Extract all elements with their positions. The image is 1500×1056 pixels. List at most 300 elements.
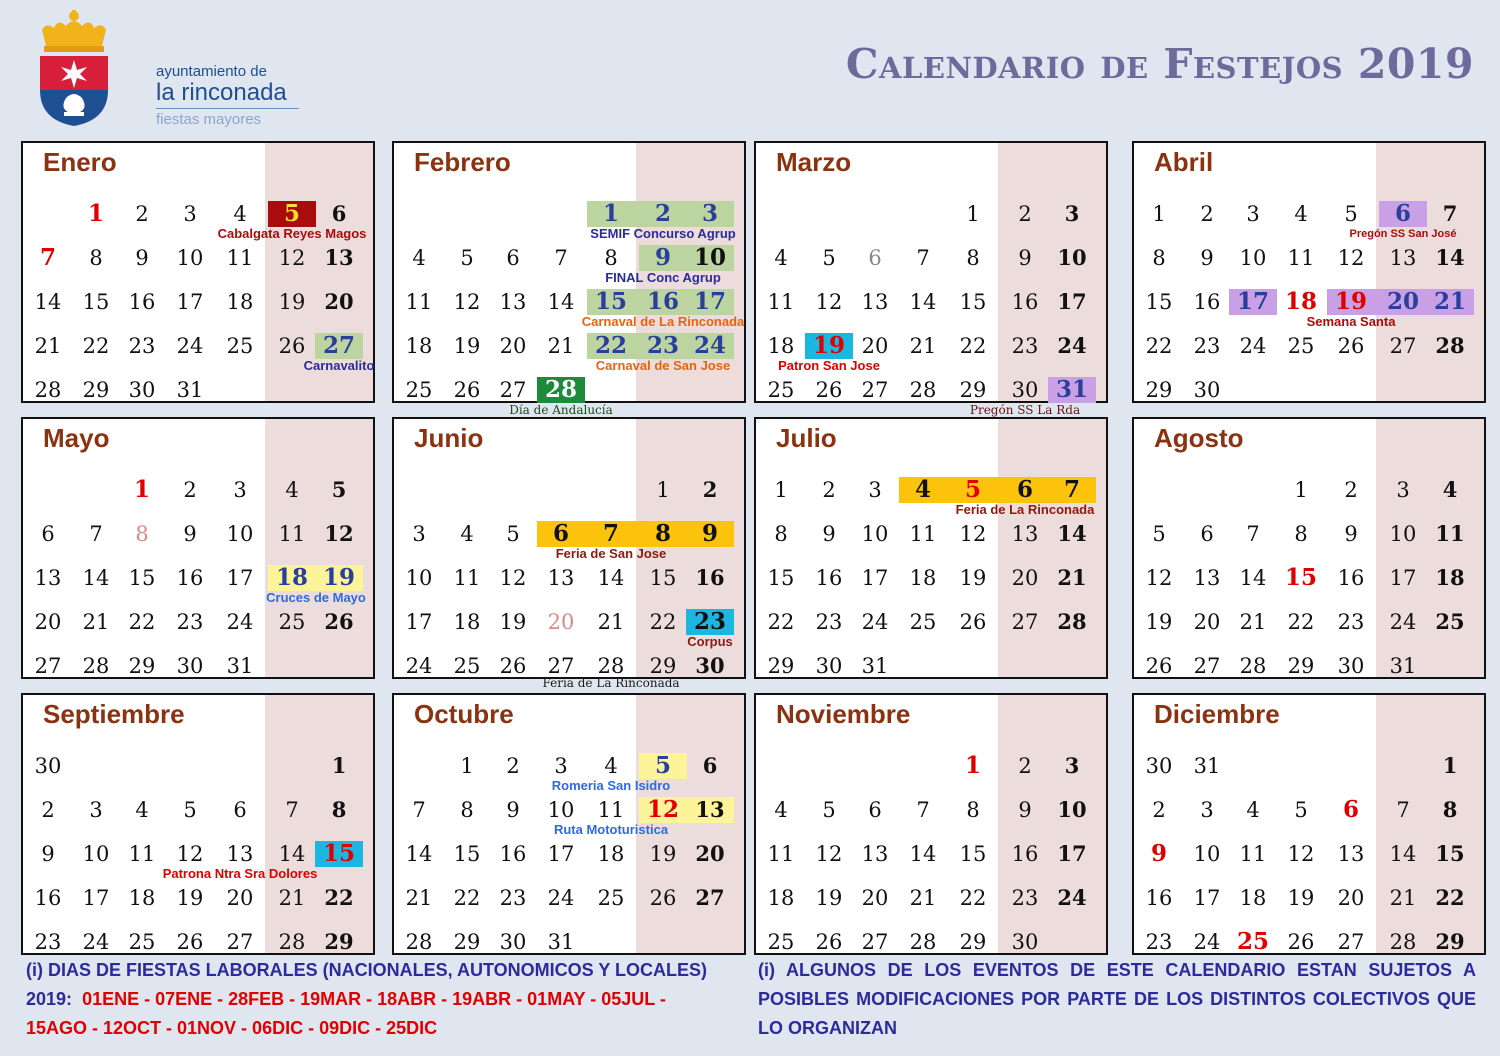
day-13: 13	[547, 566, 575, 590]
day-12: 12	[324, 521, 354, 546]
month-name: Marzo	[776, 147, 852, 177]
day-23: 23	[1011, 886, 1039, 910]
day-24: 24	[693, 332, 726, 359]
day-24: 24	[405, 654, 433, 678]
day-3: 3	[183, 202, 197, 226]
day-8: 8	[1442, 797, 1458, 822]
day-31: 31	[176, 378, 204, 402]
day-15: 15	[767, 566, 795, 590]
day-29: 29	[1287, 654, 1315, 678]
event-label: Feria de La Rinconada	[542, 676, 680, 690]
day-11: 11	[909, 522, 937, 546]
day-10: 10	[82, 842, 110, 866]
day-16: 16	[1337, 566, 1365, 590]
day-1: 1	[964, 752, 981, 779]
logo-line-3: fiestas mayores	[156, 111, 262, 128]
day-8: 8	[1152, 246, 1166, 270]
day-25: 25	[597, 886, 625, 910]
day-10: 10	[1239, 246, 1267, 270]
day-8: 8	[135, 522, 149, 546]
day-9: 9	[1018, 798, 1032, 822]
day-3: 3	[868, 478, 882, 502]
day-5: 5	[654, 752, 671, 779]
day-2: 2	[1152, 798, 1166, 822]
day-31: 31	[1389, 654, 1417, 678]
day-24: 24	[176, 334, 204, 358]
day-10: 10	[861, 522, 889, 546]
month-agosto	[1132, 417, 1486, 679]
day-1: 1	[1152, 202, 1166, 226]
day-29: 29	[1145, 378, 1173, 402]
month-abril	[1132, 141, 1486, 403]
day-8: 8	[460, 798, 474, 822]
day-19: 19	[1287, 886, 1315, 910]
event-label: Patrona Ntra Sra Dolores	[162, 866, 318, 881]
day-19: 19	[322, 564, 355, 591]
day-28: 28	[1057, 609, 1087, 634]
day-28: 28	[909, 930, 937, 954]
event-label: Feria de La Rinconada	[955, 502, 1095, 517]
day-7: 7	[554, 246, 568, 270]
day-12: 12	[815, 842, 843, 866]
day-14: 14	[1057, 521, 1087, 546]
day-18: 18	[1435, 565, 1465, 590]
day-15: 15	[322, 840, 355, 867]
day-13: 13	[226, 842, 254, 866]
day-2: 2	[135, 202, 149, 226]
day-4: 4	[285, 478, 299, 502]
day-5: 5	[964, 476, 981, 503]
day-1: 1	[133, 476, 150, 503]
event-label: Corpus	[687, 634, 733, 649]
page-title: Calendario de Festejos 2019	[845, 40, 1474, 88]
day-26: 26	[649, 886, 677, 910]
month-name: Febrero	[414, 147, 511, 177]
month-name: Noviembre	[776, 699, 911, 729]
day-19: 19	[1145, 610, 1173, 634]
footer-holidays-dates-2: 15AGO - 12OCT - 01NOV - 06DIC - 09DIC - 25DIC	[26, 1018, 438, 1038]
day-17: 17	[1193, 886, 1221, 910]
month-name: Septiembre	[43, 699, 185, 729]
day-21: 21	[405, 886, 433, 910]
event-label: Ruta Mototuristica	[553, 822, 669, 837]
day-16: 16	[499, 842, 527, 866]
day-3: 3	[412, 522, 426, 546]
day-28: 28	[405, 930, 433, 954]
day-21: 21	[909, 334, 937, 358]
day-24: 24	[547, 886, 575, 910]
month-name: Julio	[776, 423, 837, 453]
day-25: 25	[1236, 928, 1269, 955]
day-12: 12	[176, 842, 204, 866]
day-14: 14	[909, 290, 937, 314]
day-14: 14	[1435, 245, 1465, 270]
day-10: 10	[176, 246, 204, 270]
month-febrero	[392, 141, 746, 417]
day-6: 6	[506, 246, 520, 270]
day-9: 9	[822, 522, 836, 546]
day-18: 18	[128, 886, 156, 910]
day-17: 17	[1236, 288, 1269, 315]
event-label: Día de Andalucía	[509, 403, 613, 417]
day-8: 8	[89, 246, 103, 270]
day-15: 15	[649, 566, 677, 590]
day-14: 14	[1239, 566, 1267, 590]
day-15: 15	[1145, 290, 1173, 314]
day-27: 27	[1011, 610, 1039, 634]
day-21: 21	[1057, 565, 1087, 590]
day-12: 12	[453, 290, 481, 314]
day-2: 2	[654, 200, 671, 227]
month-marzo	[754, 141, 1108, 417]
day-5: 5	[331, 477, 347, 502]
day-9: 9	[506, 798, 520, 822]
day-18: 18	[275, 564, 308, 591]
event-label: Semana Santa	[1306, 314, 1396, 329]
day-22: 22	[128, 610, 156, 634]
day-26: 26	[959, 610, 987, 634]
day-2: 2	[183, 478, 197, 502]
day-18: 18	[226, 290, 254, 314]
day-10: 10	[1057, 797, 1087, 822]
day-10: 10	[1389, 522, 1417, 546]
day-5: 5	[822, 798, 836, 822]
day-20: 20	[1193, 610, 1221, 634]
day-14: 14	[547, 290, 575, 314]
day-13: 13	[1337, 842, 1365, 866]
day-1: 1	[656, 478, 670, 502]
day-7: 7	[39, 244, 56, 271]
day-17: 17	[226, 566, 254, 590]
day-21: 21	[82, 610, 110, 634]
day-14: 14	[597, 566, 625, 590]
day-7: 7	[1442, 201, 1458, 226]
footer-dates-1: 01ENE - 07ENE - 28FEB - 19MAR - 18ABR - 19ABR - 01MAY - 05JUL -	[82, 989, 666, 1009]
day-15: 15	[453, 842, 481, 866]
day-11: 11	[767, 290, 795, 314]
day-11: 11	[405, 290, 433, 314]
day-13: 13	[1011, 522, 1039, 546]
day-25: 25	[128, 930, 156, 954]
day-20: 20	[324, 289, 354, 314]
day-3: 3	[701, 200, 718, 227]
month-name: Mayo	[43, 423, 110, 453]
day-10: 10	[405, 566, 433, 590]
day-29: 29	[453, 930, 481, 954]
day-30: 30	[1011, 378, 1039, 402]
day-7: 7	[89, 522, 103, 546]
day-29: 29	[767, 654, 795, 678]
day-25: 25	[1287, 334, 1315, 358]
day-25: 25	[453, 654, 481, 678]
day-11: 11	[226, 246, 254, 270]
day-14: 14	[909, 842, 937, 866]
month-mayo	[21, 417, 375, 679]
day-3: 3	[1200, 798, 1214, 822]
day-19: 19	[959, 566, 987, 590]
day-3: 3	[1396, 478, 1410, 502]
day-13: 13	[695, 797, 725, 822]
day-8: 8	[966, 798, 980, 822]
day-22: 22	[82, 334, 110, 358]
day-18: 18	[1239, 886, 1267, 910]
day-25: 25	[278, 610, 306, 634]
day-29: 29	[1435, 929, 1465, 954]
day-31: 31	[226, 654, 254, 678]
day-8: 8	[604, 246, 618, 270]
day-20: 20	[1337, 886, 1365, 910]
day-16: 16	[695, 565, 725, 590]
day-16: 16	[1011, 842, 1039, 866]
day-20: 20	[499, 334, 527, 358]
day-7: 7	[916, 246, 930, 270]
day-8: 8	[654, 520, 671, 547]
day-15: 15	[1435, 841, 1465, 866]
day-17: 17	[861, 566, 889, 590]
day-16: 16	[1145, 886, 1173, 910]
day-13: 13	[861, 842, 889, 866]
day-2: 2	[822, 478, 836, 502]
day-23: 23	[176, 610, 204, 634]
day-25: 25	[405, 378, 433, 402]
day-23: 23	[1011, 334, 1039, 358]
day-27: 27	[322, 332, 355, 359]
weekend-band	[265, 419, 373, 677]
day-24: 24	[82, 930, 110, 954]
day-16: 16	[34, 886, 62, 910]
day-6: 6	[868, 798, 882, 822]
day-25: 25	[909, 610, 937, 634]
day-17: 17	[176, 290, 204, 314]
day-3: 3	[1064, 753, 1080, 778]
crest-icon	[36, 8, 116, 130]
day-4: 4	[914, 476, 931, 503]
day-14: 14	[1389, 842, 1417, 866]
day-27: 27	[226, 930, 254, 954]
day-9: 9	[135, 246, 149, 270]
day-6: 6	[1016, 476, 1033, 503]
day-12: 12	[1145, 566, 1173, 590]
day-22: 22	[1435, 885, 1465, 910]
day-24: 24	[1193, 930, 1221, 954]
day-3: 3	[89, 798, 103, 822]
day-22: 22	[959, 886, 987, 910]
day-26: 26	[324, 609, 354, 634]
day-21: 21	[1389, 886, 1417, 910]
weekend-band	[1376, 419, 1484, 677]
day-28: 28	[82, 654, 110, 678]
day-8: 8	[966, 246, 980, 270]
day-6: 6	[1394, 200, 1411, 227]
month-name: Agosto	[1154, 423, 1244, 453]
day-4: 4	[1246, 798, 1260, 822]
day-5: 5	[183, 798, 197, 822]
day-18: 18	[1284, 288, 1317, 315]
day-6: 6	[868, 246, 882, 270]
day-1: 1	[1294, 478, 1308, 502]
day-6: 6	[1200, 522, 1214, 546]
day-31: 31	[861, 654, 889, 678]
day-8: 8	[1294, 522, 1308, 546]
day-23: 23	[815, 610, 843, 634]
day-15: 15	[959, 842, 987, 866]
day-19: 19	[815, 886, 843, 910]
day-21: 21	[278, 886, 306, 910]
day-14: 14	[82, 566, 110, 590]
day-29: 29	[82, 378, 110, 402]
day-7: 7	[916, 798, 930, 822]
weekend-band	[998, 695, 1106, 953]
day-22: 22	[1287, 610, 1315, 634]
day-4: 4	[135, 798, 149, 822]
day-9: 9	[1150, 840, 1167, 867]
day-24: 24	[1389, 610, 1417, 634]
day-30: 30	[128, 378, 156, 402]
day-27: 27	[1193, 654, 1221, 678]
day-21: 21	[1239, 610, 1267, 634]
day-29: 29	[959, 378, 987, 402]
event-label: Patron San Jose	[778, 358, 880, 373]
day-24: 24	[861, 610, 889, 634]
day-28: 28	[909, 378, 937, 402]
day-18: 18	[453, 610, 481, 634]
day-2: 2	[1018, 754, 1032, 778]
day-4: 4	[774, 798, 788, 822]
day-19: 19	[1334, 288, 1367, 315]
month-diciembre	[1132, 693, 1486, 955]
day-20: 20	[1386, 288, 1419, 315]
day-24: 24	[1239, 334, 1267, 358]
day-27: 27	[547, 654, 575, 678]
day-17: 17	[82, 886, 110, 910]
day-17: 17	[1057, 841, 1087, 866]
day-25: 25	[226, 334, 254, 358]
day-18: 18	[597, 842, 625, 866]
day-30: 30	[1011, 930, 1039, 954]
event-label: Feria de San Jose	[555, 546, 667, 561]
day-9: 9	[183, 522, 197, 546]
day-2: 2	[506, 754, 520, 778]
day-11: 11	[1239, 842, 1267, 866]
day-1: 1	[602, 200, 619, 227]
logo-line-2: la rinconada	[156, 79, 287, 106]
day-16: 16	[1011, 290, 1039, 314]
day-9: 9	[1200, 246, 1214, 270]
day-20: 20	[547, 610, 575, 634]
day-14: 14	[278, 842, 306, 866]
logo-line-1: ayuntamiento de	[156, 63, 267, 80]
day-4: 4	[774, 246, 788, 270]
day-20: 20	[34, 610, 62, 634]
day-10: 10	[226, 522, 254, 546]
day-27: 27	[34, 654, 62, 678]
day-22: 22	[324, 885, 354, 910]
day-5: 5	[460, 246, 474, 270]
event-label: FINAL Conc Agrup	[605, 270, 721, 285]
day-17: 17	[547, 842, 575, 866]
day-23: 23	[128, 334, 156, 358]
day-23: 23	[693, 608, 726, 635]
day-7: 7	[1396, 798, 1410, 822]
day-30: 30	[1193, 378, 1221, 402]
day-4: 4	[604, 754, 618, 778]
day-9: 9	[41, 842, 55, 866]
day-7: 7	[412, 798, 426, 822]
weekend-band	[998, 419, 1106, 677]
day-11: 11	[767, 842, 795, 866]
day-15: 15	[594, 288, 627, 315]
day-7: 7	[285, 798, 299, 822]
month-septiembre	[21, 693, 375, 955]
day-6: 6	[702, 753, 718, 778]
day-13: 13	[1389, 246, 1417, 270]
day-27: 27	[861, 378, 889, 402]
day-21: 21	[909, 886, 937, 910]
day-23: 23	[34, 930, 62, 954]
day-23: 23	[1337, 610, 1365, 634]
weekend-band	[1376, 695, 1484, 953]
day-18: 18	[405, 334, 433, 358]
day-6: 6	[233, 798, 247, 822]
day-24: 24	[1057, 333, 1087, 358]
day-3: 3	[1064, 201, 1080, 226]
footer-holidays-dates-1	[26, 985, 736, 1014]
day-12: 12	[959, 522, 987, 546]
day-30: 30	[1145, 754, 1173, 778]
day-28: 28	[278, 930, 306, 954]
day-22: 22	[1145, 334, 1173, 358]
footer-year: 2019:	[26, 989, 73, 1009]
day-6: 6	[1342, 796, 1359, 823]
day-1: 1	[1442, 753, 1458, 778]
event-label: Carnavalito	[303, 358, 375, 373]
day-30: 30	[1337, 654, 1365, 678]
day-31: 31	[1193, 754, 1221, 778]
day-10: 10	[1057, 245, 1087, 270]
day-17: 17	[1057, 289, 1087, 314]
day-16: 16	[646, 288, 679, 315]
day-28: 28	[1389, 930, 1417, 954]
day-19: 19	[812, 332, 845, 359]
day-20: 20	[695, 841, 725, 866]
day-24: 24	[1057, 885, 1087, 910]
day-2: 2	[1344, 478, 1358, 502]
day-10: 10	[1193, 842, 1221, 866]
day-9: 9	[1018, 246, 1032, 270]
day-4: 4	[412, 246, 426, 270]
day-4: 4	[460, 522, 474, 546]
day-19: 19	[499, 610, 527, 634]
day-19: 19	[278, 290, 306, 314]
day-11: 11	[278, 522, 306, 546]
day-11: 11	[1287, 246, 1315, 270]
day-21: 21	[597, 610, 625, 634]
day-13: 13	[499, 290, 527, 314]
day-14: 14	[405, 842, 433, 866]
day-3: 3	[1246, 202, 1260, 226]
day-18: 18	[767, 334, 795, 358]
day-5: 5	[1344, 202, 1358, 226]
day-18: 18	[909, 566, 937, 590]
day-16: 16	[176, 566, 204, 590]
day-28: 28	[1239, 654, 1267, 678]
month-noviembre	[754, 693, 1108, 955]
day-20: 20	[861, 334, 889, 358]
day-6: 6	[552, 520, 569, 547]
day-16: 16	[815, 566, 843, 590]
month-enero	[21, 141, 375, 403]
day-16: 16	[128, 290, 156, 314]
